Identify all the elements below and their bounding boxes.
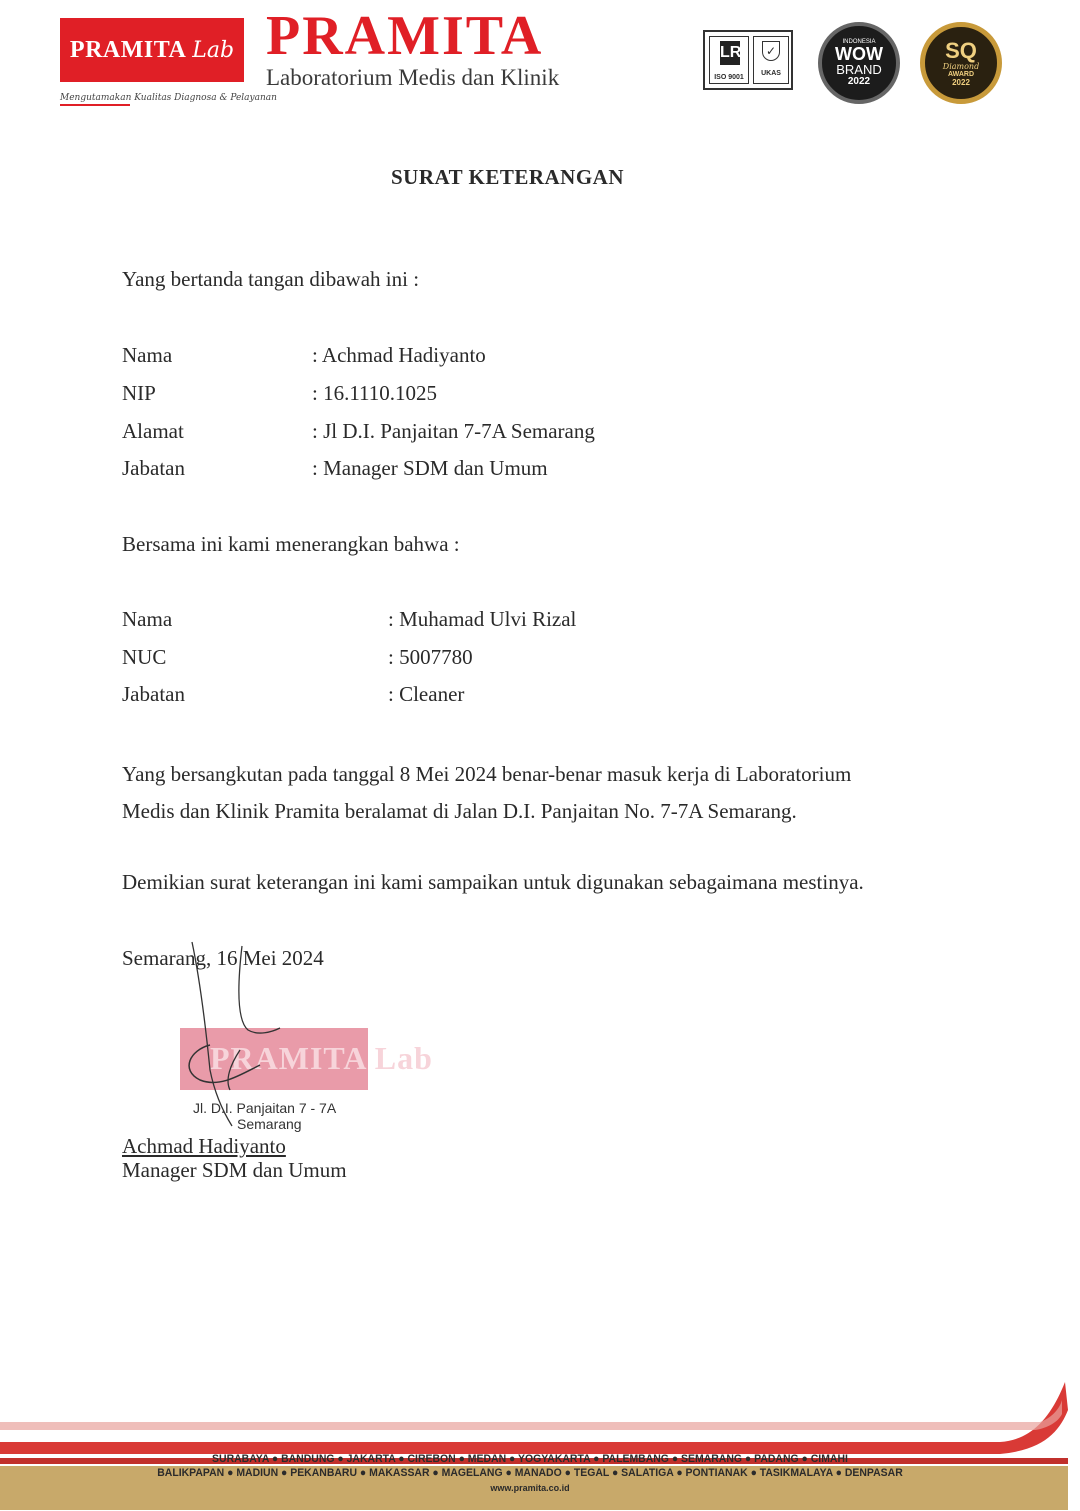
pramita-lab-logo	[60, 18, 244, 82]
closing-text: Demikian surat keterangan ini kami sampaikan untuk digunakan sebagaimana mestinya.	[122, 870, 864, 894]
stamp-text: PRAMITA Lab	[210, 1040, 433, 1076]
signer-address-value: : Jl D.I. Panjaitan 7-7A Semarang	[312, 419, 595, 443]
signer-position: Manager SDM dan Umum	[122, 1158, 347, 1182]
declare-text: Bersama ini kami menerangkan bahwa :	[122, 532, 460, 556]
signer-name-label: Nama	[122, 343, 173, 367]
sq-badge-diamond: Diamond	[942, 61, 980, 71]
document-title: SURAT KETERANGAN	[390, 165, 624, 189]
ukas-label: UKAS	[761, 70, 781, 77]
certification-box	[703, 30, 793, 90]
subject-nuc-label: NUC	[122, 645, 167, 669]
statement-line-2: Medis dan Klinik Pramita beralamat di Jalan D.I. Panjaitan No. 7-7A Semarang.	[122, 799, 797, 823]
logo-brand-text: PRAMITA	[69, 36, 187, 63]
statement-line-1: Yang bersangkutan pada tanggal 8 Mei 2024 benar-benar masuk kerja di Laboratorium	[122, 762, 852, 786]
subject-nuc-value: : 5007780	[388, 645, 473, 669]
footer-cities-line-2: BALIKPAPAN ● MADIUN ● PEKANBARU ● MAKASSAR ● MAGELANG ● MANADO ● TEGAL ● SALATIGA ● PONTIANAK ● TASIKMALAYA ● DENPASAR	[157, 1467, 903, 1479]
tagline-underline	[60, 104, 130, 106]
brand-subtitle: Laboratorium Medis dan Klinik	[266, 65, 560, 90]
logo-lab-text: Lab	[192, 37, 235, 63]
signer-name: Achmad Hadiyanto	[122, 1134, 286, 1158]
logo-tagline: Mengutamakan Kualitas Diagnosa & Pelayanan	[60, 93, 277, 103]
wow-badge-year: 2022	[847, 76, 871, 87]
lr-icon: LR	[720, 41, 740, 65]
sq-badge-sq: SQ	[945, 37, 977, 63]
signer-address-label: Alamat	[122, 419, 184, 443]
stamp-address-line-2: Semarang	[237, 1116, 302, 1132]
sq-badge-year: 2022	[952, 77, 970, 87]
statement-paragraph	[122, 756, 922, 830]
signer-nip-label: NIP	[122, 381, 156, 405]
sq-award-badge	[920, 22, 1002, 104]
footer-cities-line-1: SURABAYA ● BANDUNG ● JAKARTA ● CIREBON ● MEDAN ● YOGYAKARTA ● PALEMBANG ● SEMARANG ● PADANG ● CIMAHI	[212, 1453, 848, 1465]
stamp-address-line-1: Jl. D.I. Panjaitan 7 - 7A	[193, 1100, 337, 1116]
wow-badge-wow: WOW	[835, 44, 883, 64]
ukas-cert-mark	[753, 36, 789, 84]
wow-badge-brand: BRAND	[836, 62, 882, 77]
subject-position-label: Jabatan	[122, 682, 185, 706]
intro-text: Yang bertanda tangan dibawah ini :	[122, 267, 420, 291]
brand-name: PRAMITA	[266, 5, 544, 67]
signer-position-value: : Manager SDM dan Umum	[312, 456, 548, 480]
subject-name-label: Nama	[122, 607, 173, 631]
signer-name-value: : Achmad Hadiyanto	[312, 343, 486, 367]
footer-website[interactable]: www.pramita.co.id	[490, 1483, 570, 1493]
subject-position-value: : Cleaner	[388, 682, 465, 706]
wow-badge-top: INDONESIA	[842, 39, 876, 45]
place-date: Semarang, 16 Mei 2024	[122, 946, 324, 970]
iso-label: ISO 9001	[714, 74, 744, 81]
checkmark-icon: ✓	[762, 41, 780, 61]
iso-cert-mark	[709, 36, 749, 84]
wow-brand-badge	[818, 22, 900, 104]
subject-name-value: : Muhamad Ulvi Rizal	[388, 607, 577, 631]
signer-position-label: Jabatan	[122, 456, 185, 480]
sq-badge-award: AWARD	[947, 70, 975, 78]
signer-nip-value: : 16.1110.1025	[312, 381, 438, 405]
